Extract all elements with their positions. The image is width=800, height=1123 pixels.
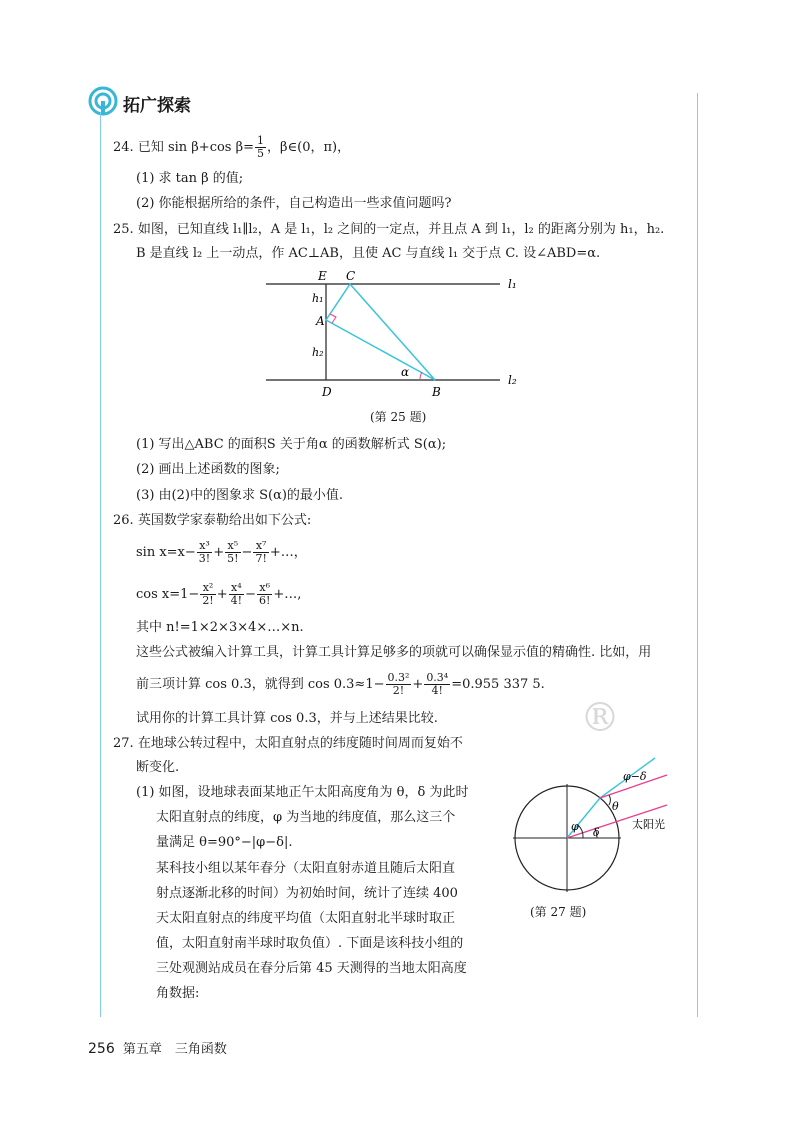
problem-27-line1: 27. 在地球公转过程中，太阳直射点的纬度随时间周而复始不 (113, 736, 463, 751)
label-D: D (322, 385, 332, 399)
chapter-title: 第五章 三角函数 (122, 1042, 227, 1057)
problem-number: 27. (113, 736, 134, 751)
problem-number: 25. (113, 222, 134, 237)
label-B: B (432, 385, 441, 399)
sin-series: sin x=x− $\frac{\text{x³}}{3!}$ + $\frac{\text{x⁵}}{5!}$ − $\frac{\text{x⁷}}{7!}$ +…， (136, 539, 307, 565)
label-phi-delta: φ−δ (623, 770, 647, 783)
factorial-def: 其中 n!=1×2×3×4×…×n. (136, 620, 304, 635)
section-logo-icon (88, 86, 118, 116)
right-angle-mark (330, 314, 336, 323)
label-l2: l₂ (508, 373, 517, 387)
fraction: $\frac{1}{5}$ (257, 134, 265, 160)
problem-27-q1-l1: (1) 如图，设地球表面某地正午太阳高度角为 θ，δ 为此时 (136, 785, 469, 800)
angle-alpha-arc (420, 372, 422, 380)
problem-26-try: 试用你的计算工具计算 cos 0.3，并与上述结果比较. (136, 711, 438, 726)
figure-25-caption: (第 25 题) (370, 410, 427, 424)
label-C: C (346, 269, 356, 283)
problem-26-text-a: 这些公式被编入计算工具，计算工具计算足够多的项就可以确保显示值的精确性. 比如，用 (136, 645, 652, 660)
figure-27 (505, 750, 685, 900)
right-rule (697, 93, 698, 1017)
cos-calc: 前三项计算 cos 0.3，就得到 cos 0.3≈1− $\frac{\text{0.3²}}{2!}$ + $\frac{\text{0.3⁴}}{4!}$ =0.955 337 5. (136, 671, 545, 697)
problem-number: 24. (113, 140, 134, 155)
label-delta: δ (593, 826, 600, 839)
label-sunlight: 太阳光 (632, 818, 665, 831)
figure-25 (260, 268, 530, 400)
label-phi: φ (571, 820, 579, 833)
problem-27-para-1: 射点逐渐北移的时间）为初始时间，统计了连续 400 (156, 886, 458, 901)
page-number: 256 (88, 1041, 115, 1057)
label-h1: h₁ (312, 292, 324, 305)
problem-27-q1-l2: 太阳直射点的纬度，φ 为当地的纬度值，那么这三个 (156, 810, 456, 825)
problem-27-q1-l3: 量满足 θ=90°−|φ−δ|. (156, 835, 293, 850)
problem-25-q1: (1) 写出△ABC 的面积S 关于角α 的函数解析式 S(α); (136, 437, 447, 452)
problem-27-para-4: 三处观测站成员在春分后第 45 天测得的当地太阳高度 (156, 961, 467, 976)
label-h2: h₂ (312, 346, 324, 359)
angle-phi-arc (578, 825, 583, 838)
label-A: A (316, 314, 325, 328)
problem-27-para-2: 天太阳直射点的纬度平均值（太阳直射北半球时取正 (156, 911, 456, 926)
label-l1: l₁ (508, 277, 517, 291)
problem-27-para-0: 某科技小组以某年春分（太阳直射赤道且随后太阳直 (156, 861, 456, 876)
problem-25-q2: (2) 画出上述函数的图象; (136, 462, 280, 477)
problem-25-line2: B 是直线 l₂ 上一动点，作 AC⊥AB，且使 AC 与直线 l₁ 交于点 C. 设∠ABD=α. (136, 246, 601, 261)
problem-24-q2: (2) 你能根据所给的条件，自己构造出一些求值问题吗? (136, 196, 452, 211)
problem-27-line2: 断变化. (136, 760, 180, 775)
problem-25-q3: (3) 由(2)中的图象求 S(α)的最小值. (136, 488, 344, 503)
angle-theta-arc (609, 795, 610, 805)
label-theta: θ (612, 800, 619, 813)
label-alpha: α (401, 365, 410, 379)
cos-series: cos x=1− $\frac{\text{x²}}{2!}$ + $\frac{\text{x⁴}}{4!}$ − $\frac{\text{x⁶}}{6!}$ +…, (136, 581, 302, 607)
problem-24-q1: (1) 求 tan β 的值; (136, 171, 244, 186)
problem-25-line1: 25. 如图，已知直线 l₁∥l₂，A 是 l₁，l₂ 之间的一定点，并且点 A 到 l₁，l₂ 的距离分别为 h₁，h₂. (113, 222, 665, 237)
problem-24-stem: 24. 已知 sin β+cos β= $\frac{1}{5}$ ，β∈(0，π)， (113, 134, 351, 160)
problem-27-para-3: 值，太阳直射南半球时取负值）. 下面是该科技小组的 (156, 936, 464, 951)
triangle-ABC (326, 284, 435, 380)
problem-27-para-5: 角数据: (156, 986, 200, 1001)
label-E: E (318, 269, 327, 283)
watermark-mark: ® (580, 695, 620, 741)
problem-number: 26. (113, 513, 134, 528)
page-footer (88, 1038, 227, 1057)
left-rule (100, 112, 101, 1017)
problem-26-intro: 26. 英国数学家泰勒给出如下公式: (113, 513, 312, 528)
figure-27-caption: (第 27 题) (530, 905, 587, 919)
section-title: 拓广探索 (123, 96, 191, 116)
